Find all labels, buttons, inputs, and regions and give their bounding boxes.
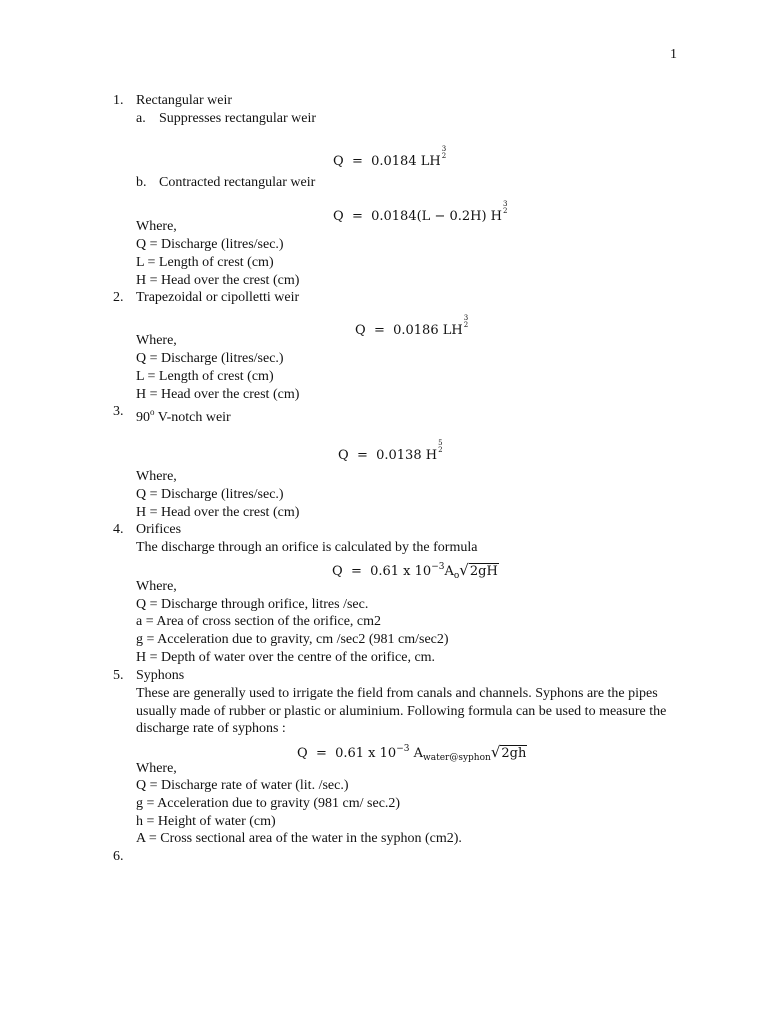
sublist-letter-b: b. [136,175,147,190]
heading-rectangular-weir: Rectangular weir [136,93,233,108]
definition-4-q: Q = Discharge through orifice, litres /sec. [136,597,369,612]
heading-trapezoidal-weir: Trapezoidal or cipolletti weir [136,290,300,305]
definition-3-h: H = Head over the crest (cm) [136,505,300,520]
where-label-1: Where, [136,219,177,234]
where-label-2: Where, [136,333,177,348]
list-number-2: 2. [113,290,124,305]
definition-5-q: Q = Discharge rate of water (lit. /sec.) [136,778,349,793]
definition-2-q: Q = Discharge (litres/sec.) [136,351,284,366]
syphon-paragraph-line-2: usually made of rubber or plastic or aluminium. Following formula can be used to measure the [136,704,667,719]
equation-suppressed-weir: Q = 0.0184 LH 3 2 [333,145,447,169]
equation-v-notch-weir: Q = 0.0138 H 5 2 [338,439,443,463]
syphon-paragraph-line-3: discharge rate of syphons : [136,721,286,736]
equation-orifice: Q = 0.61 x $10^{-3}A_o√2gH$ [332,561,498,581]
definition-2-l: L = Length of crest (cm) [136,369,274,384]
equation-contracted-weir: Q = 0.0184(L − 0.2H) H 3 2 [333,200,508,224]
definition-4-a: a = Area of cross section of the orifice, cm2 [136,614,382,629]
list-number-6: 6. [113,849,124,864]
where-label-4: Where, [136,579,177,594]
definition-4-h: H = Depth of water over the centre of the orifice, cm. [136,650,436,665]
definition-2-h: H = Head over the crest (cm) [136,387,300,402]
heading-syphons: Syphons [136,668,185,683]
orifice-intro-text: The discharge through an orifice is calculated by the formula [136,540,478,555]
definition-5-h: h = Height of water (cm) [136,814,276,829]
where-label-3: Where, [136,469,177,484]
definition-4-g: g = Acceleration due to gravity, cm /sec2 (981 cm/sec2) [136,632,449,647]
definition-1-l: L = Length of crest (cm) [136,255,274,270]
list-number-4: 4. [113,522,124,537]
list-number-3: 3. [113,404,124,419]
syphon-paragraph-line-1: These are generally used to irrigate the field from canals and channels. Syphons are the pipes [136,686,658,701]
subheading-contracted-weir: Contracted rectangular weir [159,175,316,190]
definition-1-q: Q = Discharge (litres/sec.) [136,237,284,252]
heading-v-notch-weir: 90$^o$ V-notch weir [136,407,231,425]
definition-1-h: H = Head over the crest (cm) [136,273,300,288]
definition-5-g: g = Acceleration due to gravity (981 cm/ sec.2) [136,796,401,811]
sublist-letter-a: a. [136,111,146,126]
list-number-5: 5. [113,668,124,683]
equation-trapezoidal-weir: Q = 0.0186 LH 3 2 [355,314,469,338]
list-number-1: 1. [113,93,124,108]
page-number: 1 [670,47,677,62]
heading-orifices: Orifices [136,522,182,537]
equation-syphon: Q = 0.61 x $10^{-3}$ $A_{water@syphon}√2gh$ [297,743,527,763]
definition-5-a: A = Cross sectional area of the water in the syphon (cm2). [136,831,462,846]
subheading-suppressed-weir: Suppresses rectangular weir [159,111,317,126]
definition-3-q: Q = Discharge (litres/sec.) [136,487,284,502]
where-label-5: Where, [136,761,177,776]
